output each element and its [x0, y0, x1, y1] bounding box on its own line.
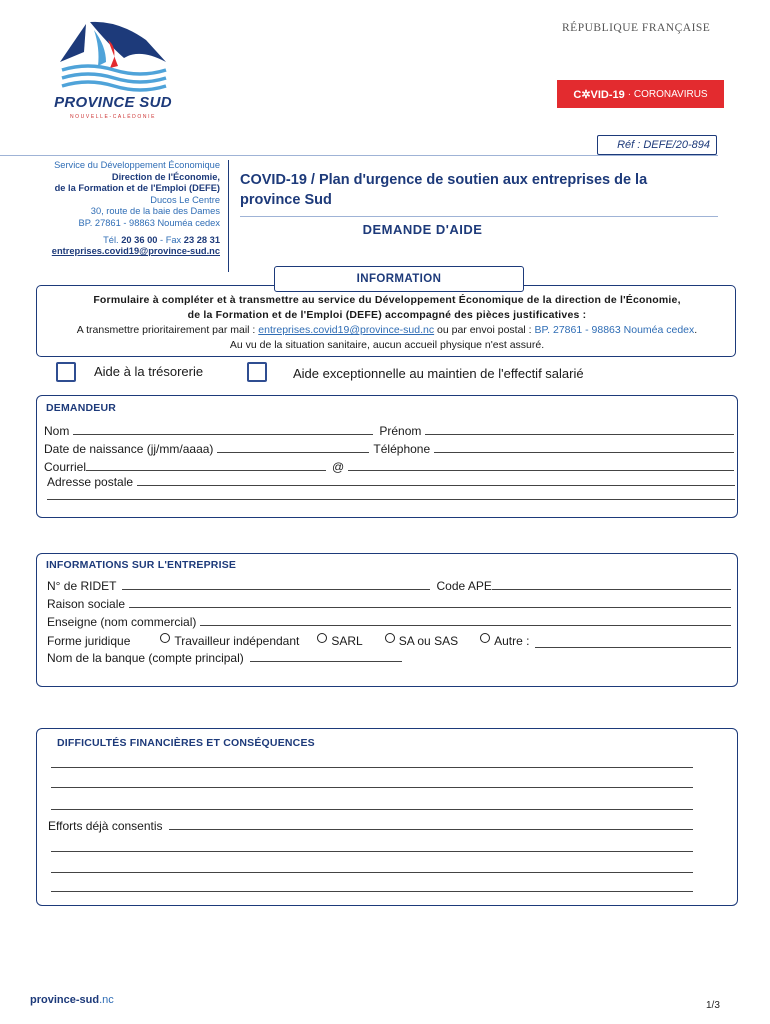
- autre-field[interactable]: [535, 647, 731, 648]
- option-travailleur-label: Travailleur indépendant: [174, 634, 300, 648]
- difficultes-title: DIFFICULTÉS FINANCIÈRES ET CONSÉQUENCES: [57, 737, 315, 749]
- info-line2: de la Formation et de l'Emploi (DEFE) accompagné des pièces justificatives :: [187, 309, 587, 321]
- info-line4: Au vu de la situation sanitaire, aucun accueil physique n'est assuré.: [229, 339, 545, 351]
- radio-sarl-icon[interactable]: [317, 633, 327, 643]
- adresse-field-2[interactable]: [47, 499, 735, 500]
- raison-sociale-label: Raison sociale: [47, 597, 126, 611]
- logo-emblem-icon: [48, 18, 178, 94]
- reference-box: Réf : DEFE/20-894: [597, 135, 717, 155]
- courriel-at: @: [332, 460, 345, 474]
- footer-site-link[interactable]: [30, 994, 114, 1006]
- service-line1: Service du Développement Économique: [54, 160, 220, 170]
- forme-juridique-row: [47, 633, 731, 648]
- service-info: [20, 160, 220, 258]
- information-tab: INFORMATION: [274, 266, 524, 292]
- efforts-line-3[interactable]: [51, 872, 693, 873]
- prenom-field[interactable]: [425, 434, 734, 435]
- aide-exceptionnelle-label: Aide exceptionnelle au maintien de l'effectif salarié: [293, 366, 584, 381]
- banque-label: Nom de la banque (compte principal): [47, 651, 244, 665]
- footer-site-bold: province-sud: [30, 994, 100, 1006]
- courriel-row: [44, 460, 734, 474]
- nom-label: Nom: [44, 424, 70, 438]
- difficultes-line-3[interactable]: [51, 809, 693, 810]
- radio-sa-sas-icon[interactable]: [385, 633, 395, 643]
- radio-autre-icon[interactable]: [480, 633, 490, 643]
- efforts-line-2[interactable]: [51, 851, 693, 852]
- page-number: 1/3: [706, 1000, 720, 1011]
- info-line3: [40, 323, 734, 338]
- efforts-row: [48, 819, 693, 833]
- covid-banner-strong: C✲VID-19: [573, 88, 625, 101]
- left-divider: [228, 160, 229, 272]
- option-sarl[interactable]: [317, 633, 362, 648]
- tel-number: 20 36 00: [121, 234, 158, 245]
- service-line3: de la Formation et de l'Emploi (DEFE): [54, 183, 220, 194]
- entreprise-section: [36, 553, 738, 687]
- province-sud-logo: [48, 18, 178, 130]
- covid-banner: [557, 80, 724, 108]
- info-email-link[interactable]: entreprises.covid19@province-sud.nc: [258, 324, 435, 336]
- footer-site-ext: .nc: [99, 994, 114, 1006]
- header-rule: [0, 155, 718, 156]
- adresse-row: [47, 475, 735, 489]
- service-line6: BP. 27861 - 98863 Nouméa cedex: [78, 217, 220, 228]
- service-line5: 30, route de la baie des Dames: [90, 206, 220, 217]
- page-title: COVID-19 / Plan d'urgence de soutien aux entreprises de la province Sud: [240, 172, 648, 208]
- telephone-label: Téléphone: [373, 442, 431, 456]
- service-line4: Ducos Le Centre: [150, 194, 220, 205]
- option-sarl-label: SARL: [331, 634, 363, 648]
- republique-francaise: RÉPUBLIQUE FRANÇAISE: [562, 22, 711, 34]
- raison-sociale-row: [47, 597, 731, 611]
- page-subtitle: DEMANDE D'AIDE: [362, 222, 483, 237]
- banque-field[interactable]: [250, 661, 402, 662]
- information-text: [40, 293, 734, 353]
- fax-number: 23 28 31: [183, 234, 220, 245]
- nom-field[interactable]: [73, 434, 373, 435]
- ridet-label: N° de RIDET: [47, 579, 117, 593]
- difficultes-section: [36, 728, 738, 906]
- info-line3-end: .: [694, 324, 698, 336]
- raison-sociale-field[interactable]: [129, 607, 731, 608]
- enseigne-field[interactable]: [200, 625, 731, 626]
- naissance-field[interactable]: [217, 452, 369, 453]
- enseigne-row: [47, 615, 731, 629]
- info-postal: BP. 27861 - 98863 Nouméa cedex: [534, 324, 695, 336]
- logo-subtitle: NOUVELLE-CALÉDONIE: [69, 114, 157, 120]
- service-email-link[interactable]: entreprises.covid19@province-sud.nc: [51, 246, 220, 257]
- option-travailleur[interactable]: [160, 633, 299, 648]
- radio-travailleur-icon[interactable]: [160, 633, 170, 643]
- prenom-label: Prénom: [379, 424, 422, 438]
- enseigne-label: Enseigne (nom commercial): [47, 615, 197, 629]
- difficultes-line-1[interactable]: [51, 767, 693, 768]
- service-phone: [20, 235, 220, 247]
- forme-juridique-label: Forme juridique: [47, 633, 131, 648]
- fax-label: - Fax: [160, 234, 182, 245]
- adresse-field-1[interactable]: [137, 485, 735, 486]
- tel-label: Tél.: [103, 234, 119, 245]
- telephone-field[interactable]: [434, 452, 734, 453]
- option-sa-sas-label: SA ou SAS: [398, 634, 459, 648]
- nom-prenom-row: [44, 424, 734, 438]
- difficultes-line-2[interactable]: [51, 787, 693, 788]
- info-line3-mid: ou par envoi postal :: [434, 324, 535, 336]
- naissance-label: Date de naissance (jj/mm/aaaa): [44, 442, 214, 456]
- option-autre[interactable]: [480, 633, 529, 648]
- entreprise-title: INFORMATIONS SUR L'ENTREPRISE: [46, 559, 237, 571]
- efforts-label: Efforts déjà consentis: [48, 819, 163, 833]
- info-line3-pre: A transmettre prioritairement par mail :: [76, 324, 259, 336]
- info-line1: Formulaire à compléter et à transmettre au service du Développement Économique de la direction de l'Économie,: [93, 294, 681, 306]
- option-autre-label: Autre :: [494, 634, 530, 648]
- courriel-domain-field[interactable]: [348, 470, 734, 471]
- aide-exceptionnelle-checkbox[interactable]: [247, 362, 267, 382]
- title-rule: [240, 216, 718, 217]
- courriel-user-field[interactable]: [86, 470, 326, 471]
- naissance-telephone-row: [44, 442, 734, 456]
- ape-label: Code APE: [436, 579, 492, 593]
- efforts-line-4[interactable]: [51, 891, 693, 892]
- demandeur-section: [36, 395, 738, 518]
- logo-name: PROVINCE SUD: [54, 94, 172, 111]
- ape-field[interactable]: [492, 589, 731, 590]
- efforts-field[interactable]: [169, 829, 693, 830]
- courriel-label: Courriel: [44, 460, 87, 474]
- covid-banner-light: · CORONAVIRUS: [627, 88, 708, 100]
- banque-row: [47, 651, 731, 665]
- aide-tresorerie-checkbox[interactable]: [56, 362, 76, 382]
- ridet-ape-row: [47, 579, 731, 593]
- demandeur-title: DEMANDEUR: [46, 402, 117, 414]
- option-sa-sas[interactable]: [385, 633, 458, 648]
- aide-tresorerie-label: Aide à la trésorerie: [94, 364, 204, 379]
- adresse-label: Adresse postale: [47, 475, 134, 489]
- ridet-field[interactable]: [122, 589, 430, 590]
- service-line2: Direction de l'Économie,: [111, 171, 220, 182]
